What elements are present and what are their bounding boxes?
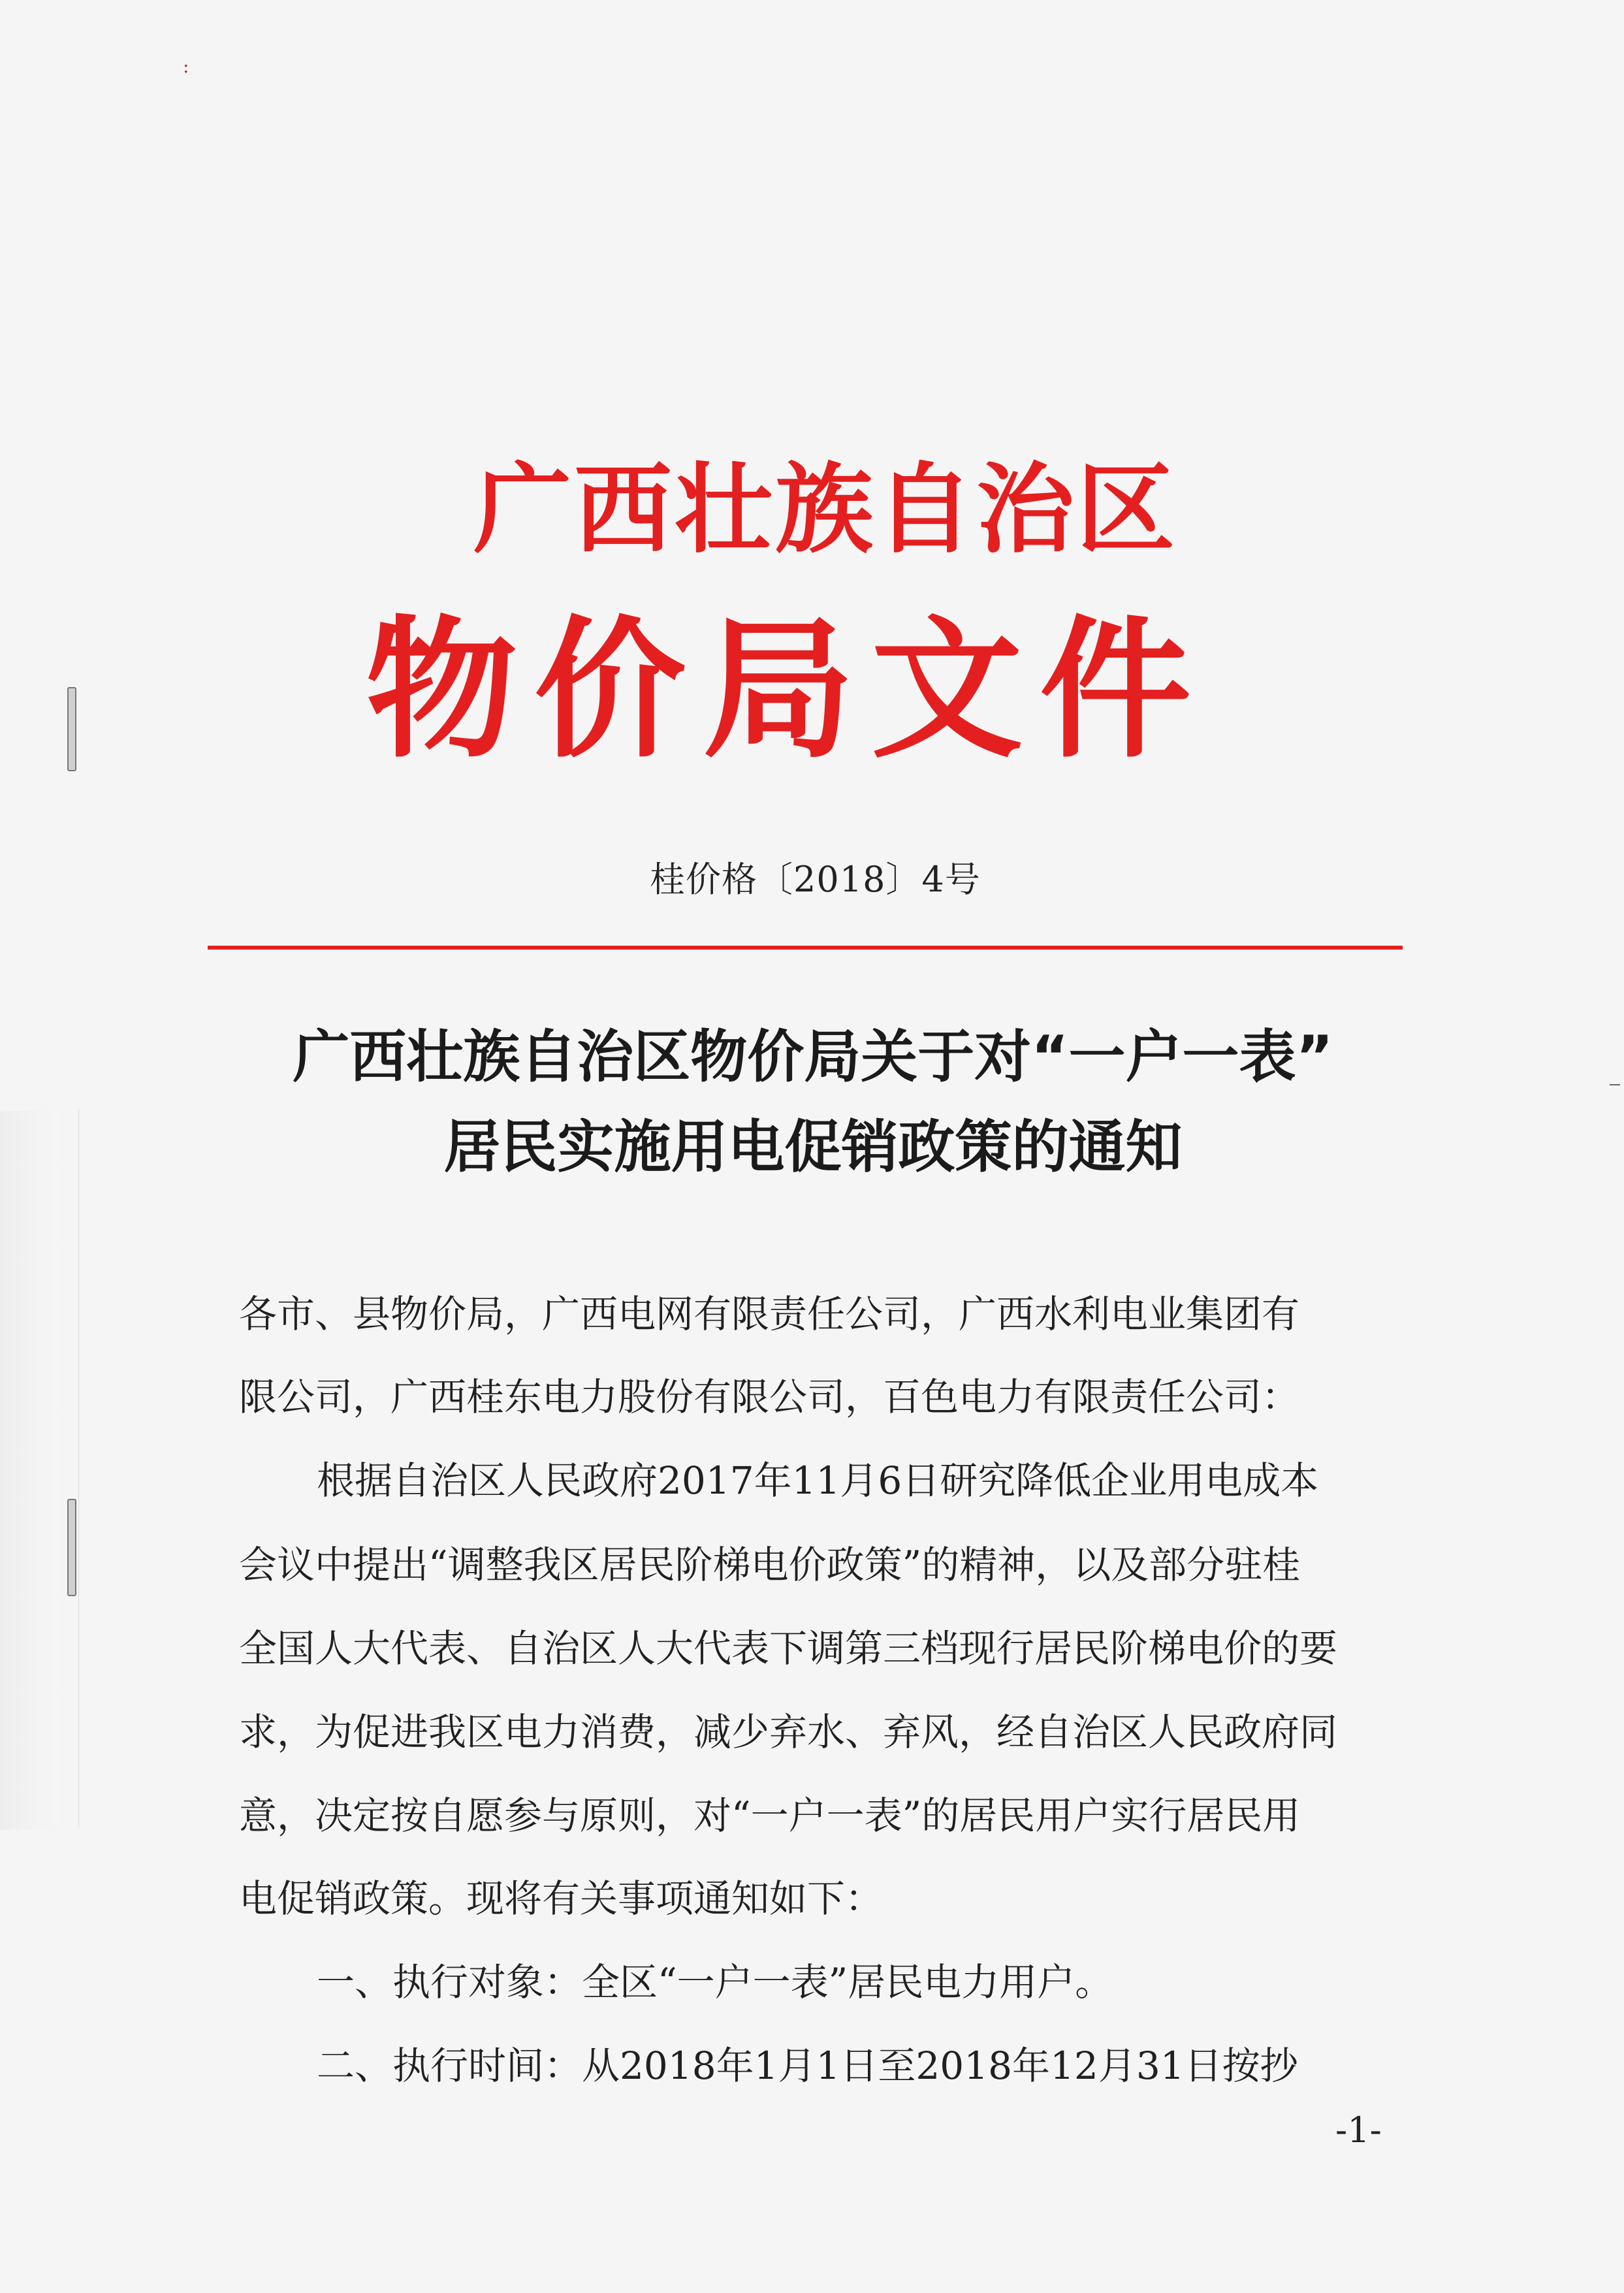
body-line: 限公司，广西桂东电力股份有限公司，百色电力有限责任公司： [239, 1375, 1300, 1419]
page-number: -1- [1335, 2109, 1382, 2151]
issuer-line-1: 广西壮族自治区 [473, 452, 1178, 567]
body-line: 一、执行对象：全区“一户一表”居民电力用户。 [317, 1960, 1113, 2004]
notice-title-line-1: 广西壮族自治区物价局关于对“一户一表” [293, 1023, 1333, 1090]
top-staple [67, 687, 76, 771]
body-line: 意，决定按自愿参与原则，对“一户一表”的居民用户实行居民用 [239, 1793, 1301, 1838]
bottom-staple [67, 1499, 76, 1596]
body-line: 求，为促进我区电力消费，减少弃水、弃风，经自治区人民政府同 [239, 1710, 1338, 1754]
notice-title-line-2: 居民实施用电促销政策的通知 [443, 1114, 1183, 1180]
body-line: 根据自治区人民政府2017年11月6日研究降低企业用电成本 [317, 1458, 1319, 1503]
edge-mark [1610, 1084, 1620, 1085]
body-line: 全国人大代表、自治区人大代表下调第三档现行居民阶梯电价的要 [239, 1626, 1338, 1671]
header-divider [208, 946, 1403, 950]
issuer-line-2: 物价局文件 [366, 600, 1209, 778]
document-number: 桂价格〔2018〕4号 [650, 859, 981, 900]
body-line: 电促销政策。现将有关事项通知如下： [239, 1876, 884, 1921]
paper-fold [0, 1109, 79, 1830]
red-mark-icon: : [183, 56, 189, 77]
body-line: 各市、县物价局，广西电网有限责任公司，广西水利电业集团有 [239, 1292, 1300, 1336]
body-line: 会议中提出“调整我区居民阶梯电价政策”的精神，以及部分驻桂 [239, 1543, 1301, 1587]
body-line: 二、执行时间：从2018年1月1日至2018年12月31日按抄 [317, 2044, 1298, 2088]
